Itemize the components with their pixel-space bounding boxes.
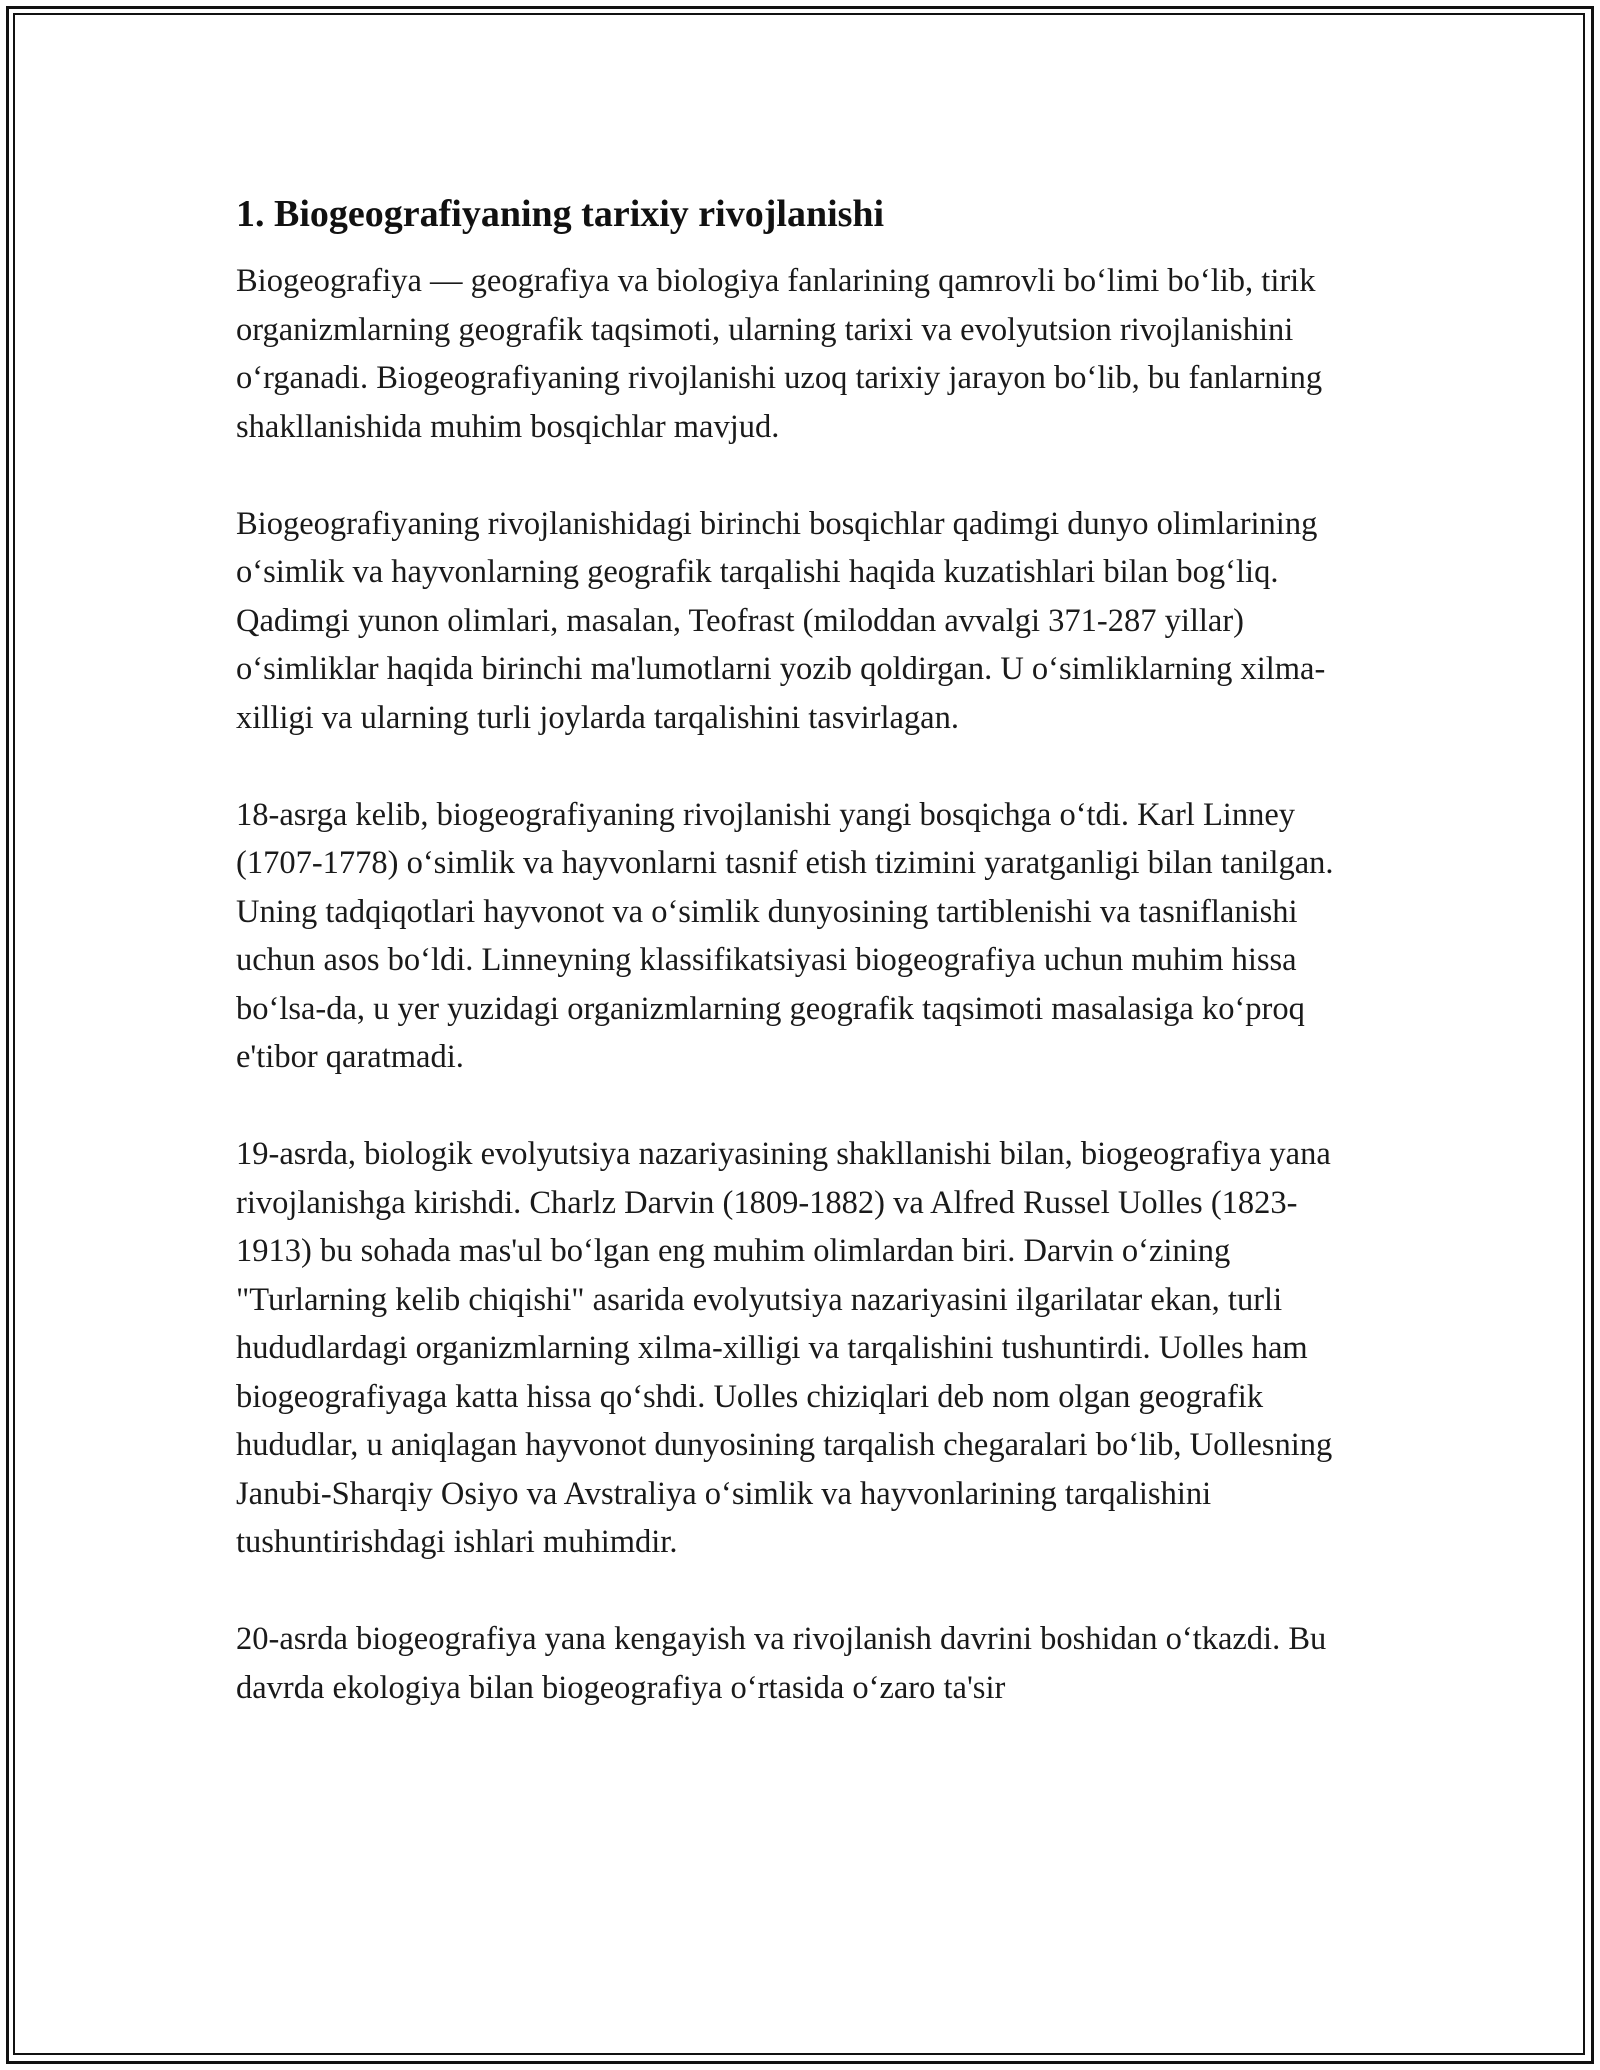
- paragraph-19th-century: 19-asrda, biologik evolyutsiya nazariyasining shakllanishi bilan, biogeografiya yana rivojlanishga kirishdi. Charlz Darvin (1809-1882) va Alfred Russel Uolles (1823-1913) bu sohada mas'ul bo‘lgan eng muhim olimlardan biri. Darvin o‘zining "Turlarning kelib chiqishi" asarida evolyutsiya nazariyasini ilgarilatar ekan, turli hududlardagi organizmlarning xilma-xilligi va tarqalishini tushuntirdi. Uolles ham biogeografiyaga katta hissa qo‘shdi. Uolles chiziqlari deb nom olgan geografik hududlar, u aniqlagan hayvonot dunyosining tarqalish chegaralari bo‘lib, Uollesning Janubi-Sharqiy Osiyo va Avstraliya o‘simlik va hayvonlarining tarqalishini tushuntirishdagi ishlari muhimdir.: [236, 1136, 1333, 1560]
- paragraph-20th-century: 20-asrda biogeografiya yana kengayish va rivojlanish davrini boshidan o‘tkazdi. Bu davrda ekologiya bilan biogeografiya o‘rtasida o‘zaro ta'sir: [236, 1621, 1327, 1706]
- section-title: 1. Biogeografiyaning tarixiy rivojlanishi: [236, 193, 885, 235]
- document-body: [236, 190, 1366, 1761]
- paragraph-ancient: Biogeografiyaning rivojlanishidagi birinchi bosqichlar qadimgi dunyo olimlarining o‘simlik va hayvonlarning geografik tarqalishi haqida kuzatishlari bilan bog‘liq. Qadimgi yunon olimlari, masalan, Teofrast (miloddan avvalgi 371-287 yillar) o‘simliklar haqida birinchi ma'lumotlarni yozib qoldirgan. U o‘simliklarning xilma-xilligi va ularning turli joylarda tarqalishini tasvirlagan.: [236, 505, 1326, 736]
- paragraph-intro: Biogeografiya — geografiya va biologiya fanlarining qamrovli bo‘limi bo‘lib, tirik organizmlarning geografik taqsimoti, ularning tarixi va evolyutsion rivojlanishini o‘rganadi. Biogeografiyaning rivojlanishi uzoq tarixiy jarayon bo‘lib, bu fanlarning shakllanishida muhim bosqichlar mavjud.: [236, 263, 1323, 445]
- paragraph-18th-century: 18-asrga kelib, biogeografiyaning rivojlanishi yangi bosqichga o‘tdi. Karl Linney (1707-1778) o‘simlik va hayvonlarni tasnif etish tizimini yaratganligi bilan tanilgan. Uning tadqiqotlari hayvonot va o‘simlik dunyosining tartiblenishi va tasniflanishi uchun asos bo‘ldi. Linneyning klassifikatsiyasi biogeografiya uchun muhim hissa bo‘lsa-da, u yer yuzidagi organizmlarning geografik taqsimoti masalasiga ko‘proq e'tibor qaratmadi.: [236, 796, 1334, 1075]
